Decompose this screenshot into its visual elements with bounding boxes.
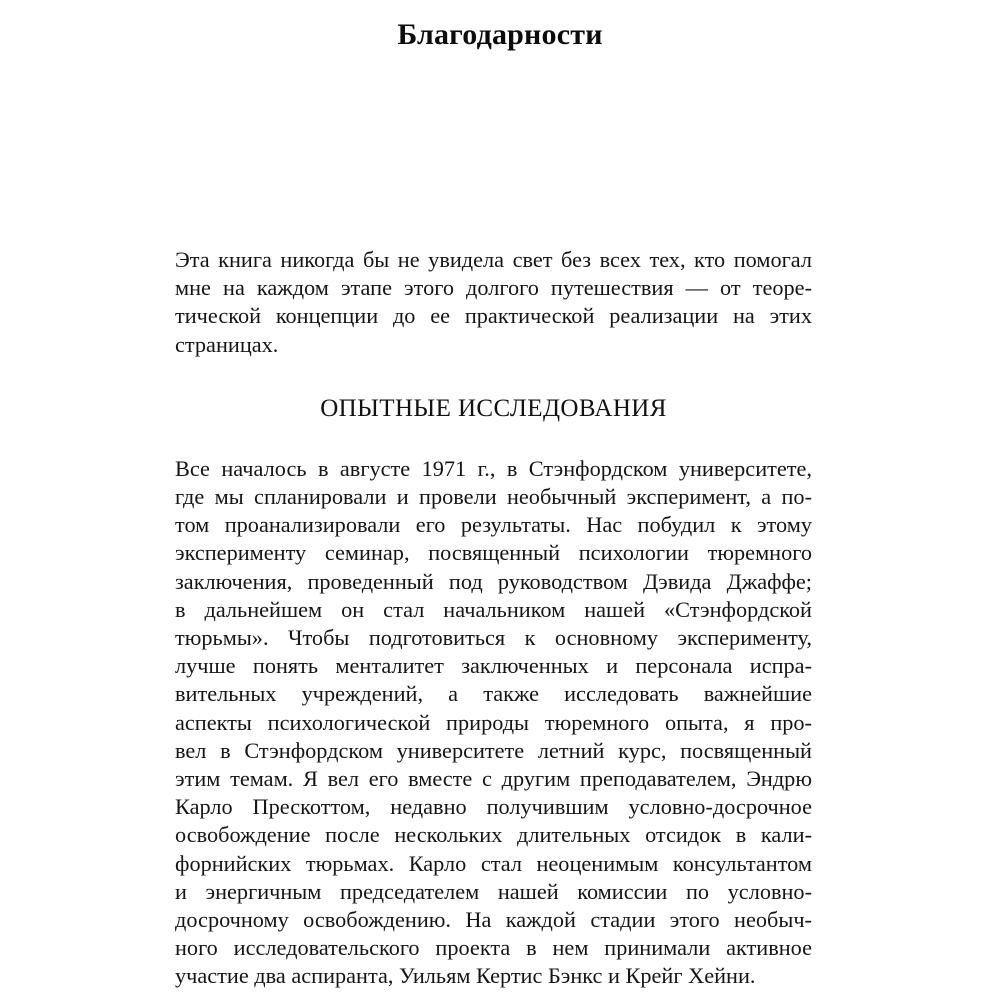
text-line: аспекты психологической природы тюремного опыта, я про- bbox=[175, 709, 812, 735]
intro-paragraph bbox=[175, 246, 812, 359]
text-line: ного исследовательского проекта в нем принимали активное bbox=[175, 935, 812, 961]
text-line: вительных учреждений, а также исследовать важнейшие bbox=[175, 681, 812, 707]
text-line: досрочному освобождению. На каждой стадии этого необыч- bbox=[175, 907, 812, 933]
text-line: вел в Стэнфордском университете летний курс, посвященный bbox=[175, 737, 812, 763]
text-line: участие два аспиранта, Уильям Кертис Бэнкс и Крейг Хейни. bbox=[175, 963, 756, 989]
text-line: мне на каждом этапе этого долгого путешествия — от теоре- bbox=[175, 275, 812, 301]
text-line: заключения, проведенный под руководством Дэвида Джаффе; bbox=[175, 568, 812, 594]
text-line: где мы спланировали и провели необычный эксперимент, а по- bbox=[175, 484, 812, 510]
body-paragraph-lines bbox=[175, 455, 812, 991]
text-line: страницах. bbox=[175, 331, 279, 357]
body-paragraph bbox=[175, 455, 812, 991]
text-line: эксперименту семинар, посвященный психологии тюремного bbox=[175, 540, 812, 566]
text-line: Эта книга никогда бы не увидела свет без всех тех, кто помогал bbox=[175, 247, 812, 272]
text-line: в дальнейшем он стал начальником нашей «Стэнфордской bbox=[175, 596, 812, 622]
text-line: освобождение после нескольких длительных отсидок в кали- bbox=[175, 822, 812, 848]
spacer-intro-to-heading bbox=[175, 359, 812, 394]
text-line: тюрьмы». Чтобы подготовиться к основному эксперименту, bbox=[175, 625, 812, 651]
text-line: этим темам. Я вел его вместе с другим преподавателем, Эндрю bbox=[175, 766, 812, 792]
text-column bbox=[175, 246, 812, 991]
text-line: лучше понять менталитет заключенных и персонала испра- bbox=[175, 653, 812, 679]
section-heading: ОПЫТНЫЕ ИССЛЕДОВАНИЯ bbox=[320, 394, 667, 422]
text-line: Карло Прескоттом, недавно получившим условно-досрочное bbox=[175, 794, 812, 820]
text-line: тической концепции до ее практической реализации на этих bbox=[175, 303, 812, 329]
text-line: Все началось в августе 1971 г., в Стэнфордском университете, bbox=[175, 455, 812, 481]
intro-paragraph-lines bbox=[175, 246, 812, 359]
text-line: том проанализировали его результаты. Нас побудил к этому bbox=[175, 512, 812, 538]
text-line: форнийских тюрьмах. Карло стал неоценимым консультантом bbox=[175, 850, 812, 876]
spacer-heading-to-body bbox=[175, 424, 812, 455]
page-title: Благодарности bbox=[397, 18, 603, 51]
text-line: и энергичным председателем нашей комиссии по условно- bbox=[175, 878, 812, 904]
